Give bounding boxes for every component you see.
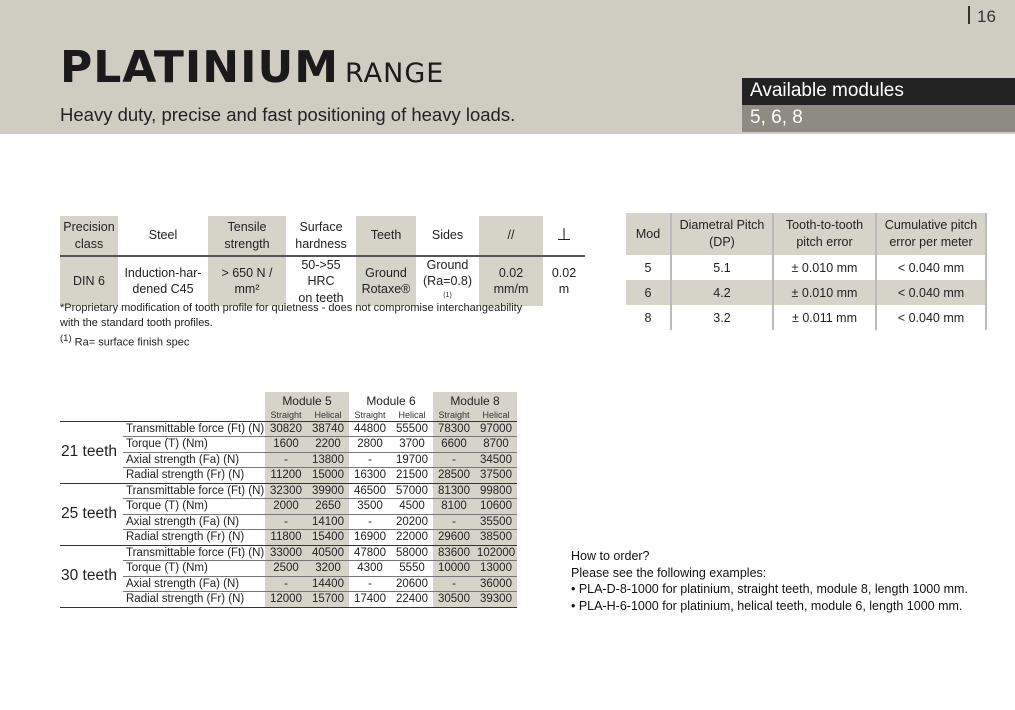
force-value: 35500 — [475, 514, 517, 530]
table-row — [60, 437, 517, 453]
force-value: 81300 — [433, 483, 475, 499]
table-row — [60, 576, 517, 592]
force-value: - — [265, 514, 307, 530]
force-value: 2500 — [265, 561, 307, 577]
spec-header-teeth: Teeth — [356, 216, 416, 256]
force-value: - — [433, 576, 475, 592]
force-value: 55500 — [391, 421, 433, 437]
force-value: 38500 — [475, 530, 517, 546]
page-title — [60, 42, 445, 93]
spec-steel: Induction-har- dened C45 — [118, 256, 208, 306]
mods-header-cumulative: Cumulative pitch error per meter — [876, 213, 986, 255]
force-value: 2200 — [307, 437, 349, 453]
force-value: - — [265, 576, 307, 592]
spec-teeth: Ground Rotaxe® — [356, 256, 416, 306]
spec-header-precision: Precision class — [60, 216, 118, 256]
force-value: 17400 — [349, 592, 391, 608]
available-modules-box — [742, 78, 1015, 132]
page-number-divider — [968, 6, 970, 24]
mods-header-dp: Diametral Pitch (DP) — [671, 213, 773, 255]
note-line-2: with the standard tooth profiles. — [60, 317, 213, 329]
row-label: Torque (T) (Nm) — [123, 499, 265, 515]
force-value: 36000 — [475, 576, 517, 592]
title-bold: PLATINIUM — [60, 42, 340, 93]
teeth-group-label: 25 teeth — [60, 483, 123, 545]
spec-perpendicular: 0.02 m — [543, 256, 585, 306]
table-row: 6 4.2 ± 0.010 mm < 0.040 mm — [626, 280, 986, 305]
force-value: 3700 — [391, 437, 433, 453]
mods-header-t2t: Tooth-to-tooth pitch error — [773, 213, 876, 255]
force-value: 29600 — [433, 530, 475, 546]
force-value: 4500 — [391, 499, 433, 515]
force-value: 30500 — [433, 592, 475, 608]
force-value: 11200 — [265, 468, 307, 484]
spec-header-hardness: Surface hardness — [286, 216, 356, 256]
row-label: Torque (T) (Nm) — [123, 437, 265, 453]
force-value: 8700 — [475, 437, 517, 453]
module-5-header: Module 5 — [265, 392, 349, 409]
spec-sides: Ground (Ra=0.8) $^{(1)}$ — [416, 256, 479, 306]
force-value: 19700 — [391, 452, 433, 468]
spec-header-perpendicular: ⊥ — [543, 216, 585, 256]
page-number: 16 — [977, 7, 996, 26]
force-value: 32300 — [265, 483, 307, 499]
force-value: 8100 — [433, 499, 475, 515]
page-subtitle: Heavy duty, precise and fast positioning of heavy loads. — [60, 104, 516, 125]
table-row — [60, 483, 517, 499]
force-value: 3500 — [349, 499, 391, 515]
force-value: 5550 — [391, 561, 433, 577]
table-row — [60, 592, 517, 608]
force-value: 30820 — [265, 421, 307, 437]
force-value: 38740 — [307, 421, 349, 437]
force-value: 21500 — [391, 468, 433, 484]
force-value: 14100 — [307, 514, 349, 530]
force-value: - — [349, 514, 391, 530]
row-label: Torque (T) (Nm) — [123, 561, 265, 577]
spec-header-parallel: // — [479, 216, 543, 256]
spec-tensile: > 650 N / mm² — [208, 256, 286, 306]
row-label: Axial strength (Fa) (N) — [123, 514, 265, 530]
force-value: 4300 — [349, 561, 391, 577]
force-value: 10600 — [475, 499, 517, 515]
force-value: 102000 — [476, 546, 516, 559]
available-modules-values: 5, 6, 8 — [742, 105, 1015, 132]
force-value: 20600 — [391, 576, 433, 592]
table-row — [60, 468, 517, 484]
spec-header-steel: Steel — [118, 216, 208, 256]
force-value: 44800 — [349, 421, 391, 437]
force-value: 15400 — [307, 530, 349, 546]
spec-notes — [60, 301, 522, 351]
table-row — [60, 452, 517, 468]
force-value: 34500 — [475, 452, 517, 468]
table-row: 8 3.2 ± 0.011 mm < 0.040 mm — [626, 305, 986, 330]
force-value: 20200 — [391, 514, 433, 530]
force-value: 2650 — [307, 499, 349, 515]
force-value: 1600 — [265, 437, 307, 453]
force-value: 16300 — [349, 468, 391, 484]
force-value: 46500 — [349, 483, 391, 499]
row-label: Radial strength (Fr) (N) — [123, 592, 265, 608]
note-line-1: *Proprietary modification of tooth profile for quietness - does not compromise interchangeability — [60, 302, 523, 314]
force-value: - — [433, 452, 475, 468]
table-row — [60, 545, 517, 561]
how-to-order — [571, 548, 968, 614]
row-label: Axial strength (Fa) (N) — [123, 452, 265, 468]
row-label: Transmittable force (Ft) (N) — [123, 545, 265, 561]
force-value: 39300 — [475, 592, 517, 608]
table-row — [60, 561, 517, 577]
force-value: 57000 — [391, 483, 433, 499]
force-table: Module 5 Module 6 Module 8 Straight Helical Straight Helical Straight Helical 21 teeth Transmittable force (Ft) (N) 30820 38740 44800 55500 78300 97000 Torque (T) (Nm) 1600 2200 2800 3700 6600 8700 Axial strength (Fa) (N) - 13800 - 19700 - 34500 Radial strength (Fr) (N) 11200 15000 16300 21500 28500 37500 25 teeth Transmittable force (Ft) (N) 32300 39900 46500 57000 81300 99800 Torque (T) (Nm) 2000 2650 3500 4500 8100 10600 Axial strength (Fa) (N) - 14100 - 20200 - 35500 Radial strength (Fr) (N) 11800 15400 16900 22000 29600 38500 30 teeth Transmittable force (Ft) (N) 33000 40500 47800 58000 83600 102000 Torque (T) (Nm) 2500 3200 4300 5550 10000 13000 Axial strength (Fa) (N) - 14400 - 20600 - 36000 Radial strength (Fr) (N) 12000 15700 17400 22400 30500 39300 — [61, 394, 516, 606]
table-row — [60, 421, 517, 437]
force-value: 12000 — [265, 592, 307, 608]
force-value: 97000 — [475, 421, 517, 437]
force-value: - — [433, 514, 475, 530]
order-line-3: • PLA-D-8-1000 for platinium, straight teeth, module 8, length 1000 mm. — [571, 582, 968, 596]
row-label: Radial strength (Fr) (N) — [123, 468, 265, 484]
row-label: Radial strength (Fr) (N) — [123, 530, 265, 546]
force-value: - — [265, 452, 307, 468]
force-value: 83600 — [433, 545, 475, 561]
force-value: 15700 — [307, 592, 349, 608]
force-value: - — [349, 452, 391, 468]
spec-header-sides: Sides — [416, 216, 479, 256]
force-value: 47800 — [349, 545, 391, 561]
force-value: 40500 — [307, 545, 349, 561]
table-row — [60, 514, 517, 530]
force-value: 39900 — [307, 483, 349, 499]
force-value: 13800 — [307, 452, 349, 468]
module-6-header: Module 6 — [366, 394, 416, 408]
force-value: 6600 — [433, 437, 475, 453]
force-value: 14400 — [307, 576, 349, 592]
mods-header-mod: Mod — [626, 213, 671, 255]
force-value: 33000 — [265, 545, 307, 561]
force-value: 10000 — [433, 561, 475, 577]
modules-table — [626, 213, 987, 330]
order-line-4: • PLA-H-6-1000 for platinium, helical teeth, module 6, length 1000 mm. — [571, 598, 963, 613]
row-label: Transmittable force (Ft) (N) — [123, 421, 265, 437]
spec-header-tensile: Tensile strength — [208, 216, 286, 256]
module-8-header: Module 8 — [433, 392, 517, 409]
teeth-group-label: 21 teeth — [60, 421, 123, 483]
force-value: 99800 — [475, 483, 517, 499]
row-label: Axial strength (Fa) (N) — [123, 576, 265, 592]
title-light: RANGE — [345, 58, 445, 89]
table-row — [60, 530, 517, 546]
teeth-group-label: 30 teeth — [60, 545, 123, 607]
spec-precision: DIN 6 — [60, 256, 118, 306]
force-value: 3200 — [307, 561, 349, 577]
force-value: 13000 — [475, 561, 517, 577]
force-value: 28500 — [433, 468, 475, 484]
force-value: 58000 — [391, 545, 433, 561]
table-row: 5 5.1 ± 0.010 mm < 0.040 mm — [626, 255, 986, 280]
spec-parallel: 0.02 mm/m — [479, 256, 543, 306]
force-value: 2000 — [265, 499, 307, 515]
note-line-3: $^{(1)}$ Ra= surface finish spec — [60, 333, 190, 349]
force-value: 15000 — [307, 468, 349, 484]
force-value: - — [349, 576, 391, 592]
available-modules-title: Available modules — [742, 78, 1015, 105]
spec-table — [60, 216, 585, 306]
force-value: 16900 — [349, 530, 391, 546]
order-line-1: How to order? — [571, 549, 650, 563]
force-value: 22000 — [391, 530, 433, 546]
table-row — [60, 499, 517, 515]
force-value: 78300 — [433, 421, 475, 437]
force-value: 22400 — [391, 592, 433, 608]
force-value: 37500 — [475, 468, 517, 484]
row-label: Transmittable force (Ft) (N) — [123, 483, 265, 499]
spec-hardness: 50->55 HRC on teeth — [286, 256, 356, 306]
force-value: 11800 — [265, 530, 307, 546]
force-value: 2800 — [349, 437, 391, 453]
order-line-2: Please see the following examples: — [571, 565, 767, 580]
